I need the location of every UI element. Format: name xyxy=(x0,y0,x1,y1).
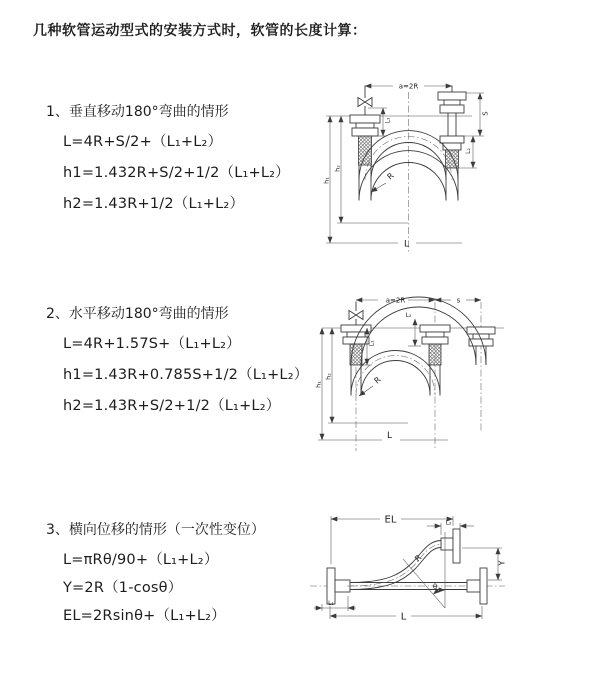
dim-label-l2: L₂ xyxy=(465,148,472,154)
braided-hose-section xyxy=(359,136,372,165)
section-2 xyxy=(46,304,308,427)
formula-line: h2=1.43R+S/2+1/2（L₁+L₂） xyxy=(63,398,281,414)
right-lower-flange xyxy=(467,568,487,604)
dim-label-l2: L₂ xyxy=(405,312,412,319)
braided-hose-section xyxy=(446,150,459,168)
dim-label-el: EL xyxy=(384,514,397,526)
dim-label-theta: θ xyxy=(432,583,438,591)
formula-line: L=πRθ/90+（L₁+L₂） xyxy=(63,552,219,568)
dim-label-h1: h₁ xyxy=(322,177,331,184)
valve-symbol xyxy=(358,98,372,107)
dim-label-h2: h₂ xyxy=(333,165,342,172)
diagram-horizontal-180-bend xyxy=(308,283,590,455)
dim-label-y: Y xyxy=(497,560,507,566)
valve-symbol xyxy=(349,311,363,320)
diagram-vertical-180-bend xyxy=(312,70,580,258)
section-3 xyxy=(46,520,265,634)
dim-label-l: L xyxy=(400,611,407,623)
braided-hose-section xyxy=(429,344,441,365)
dim-label-l: L xyxy=(404,239,410,250)
dim-label-r: R xyxy=(385,171,396,182)
dim-label-l2: L₂ xyxy=(445,519,452,527)
section-3-heading: 3、横向位移的情形（一次性变位） xyxy=(46,522,265,538)
hose-centerline xyxy=(356,356,435,396)
right-fitting xyxy=(438,92,466,150)
dim-label-a2r: a=2R xyxy=(398,82,419,91)
dim-label-l1: L₁ xyxy=(328,600,334,607)
right-fitting xyxy=(467,327,495,346)
formula-line: h1=1.43R+0.785S+1/2（L₁+L₂） xyxy=(63,367,309,383)
formula-line: h1=1.432R+S/2+1/2（L₁+L₂） xyxy=(63,165,290,181)
dim-label-l1: L₁ xyxy=(368,340,376,347)
middle-fitting xyxy=(420,325,450,344)
radius-line xyxy=(403,559,445,608)
dim-label-l1: L₁ xyxy=(384,117,392,124)
formula-line: EL=2Rsinθ+（L₁+L₂） xyxy=(63,608,226,624)
dim-label-r: R xyxy=(372,375,383,386)
dim-label-h1: h₁ xyxy=(314,381,323,388)
formula-line: L=4R+S/2+（L₁+L₂） xyxy=(63,134,223,150)
formula-line: Y=2R（1-cosθ） xyxy=(63,580,183,596)
page-title: 几种软管运动型式的安装方式时，软管的长度计算： xyxy=(33,23,367,39)
formula-line: h2=1.43R+1/2（L₁+L₂） xyxy=(63,196,245,212)
dim-label-s: s xyxy=(456,296,461,305)
dim-label-r: R xyxy=(413,553,424,564)
right-upper-flange xyxy=(441,529,460,563)
formula-line: L=4R+1.57S+（L₁+L₂） xyxy=(63,336,241,352)
hose-u-position-1 xyxy=(351,351,440,396)
dim-label-l: L xyxy=(387,431,393,441)
section-1-heading: 1、垂直移动180°弯曲的情形 xyxy=(46,104,229,120)
dim-label-s: S xyxy=(481,111,490,116)
section-2-heading: 2、水平移动180°弯曲的情形 xyxy=(46,306,229,322)
left-flange xyxy=(327,568,350,604)
dim-label-h2: h₂ xyxy=(324,373,333,380)
dim-label-a2r: a=2R xyxy=(385,296,406,305)
section-1 xyxy=(46,102,290,225)
diagram-lateral-displacement xyxy=(300,500,595,635)
left-fitting xyxy=(341,325,371,344)
left-fitting xyxy=(350,115,380,136)
